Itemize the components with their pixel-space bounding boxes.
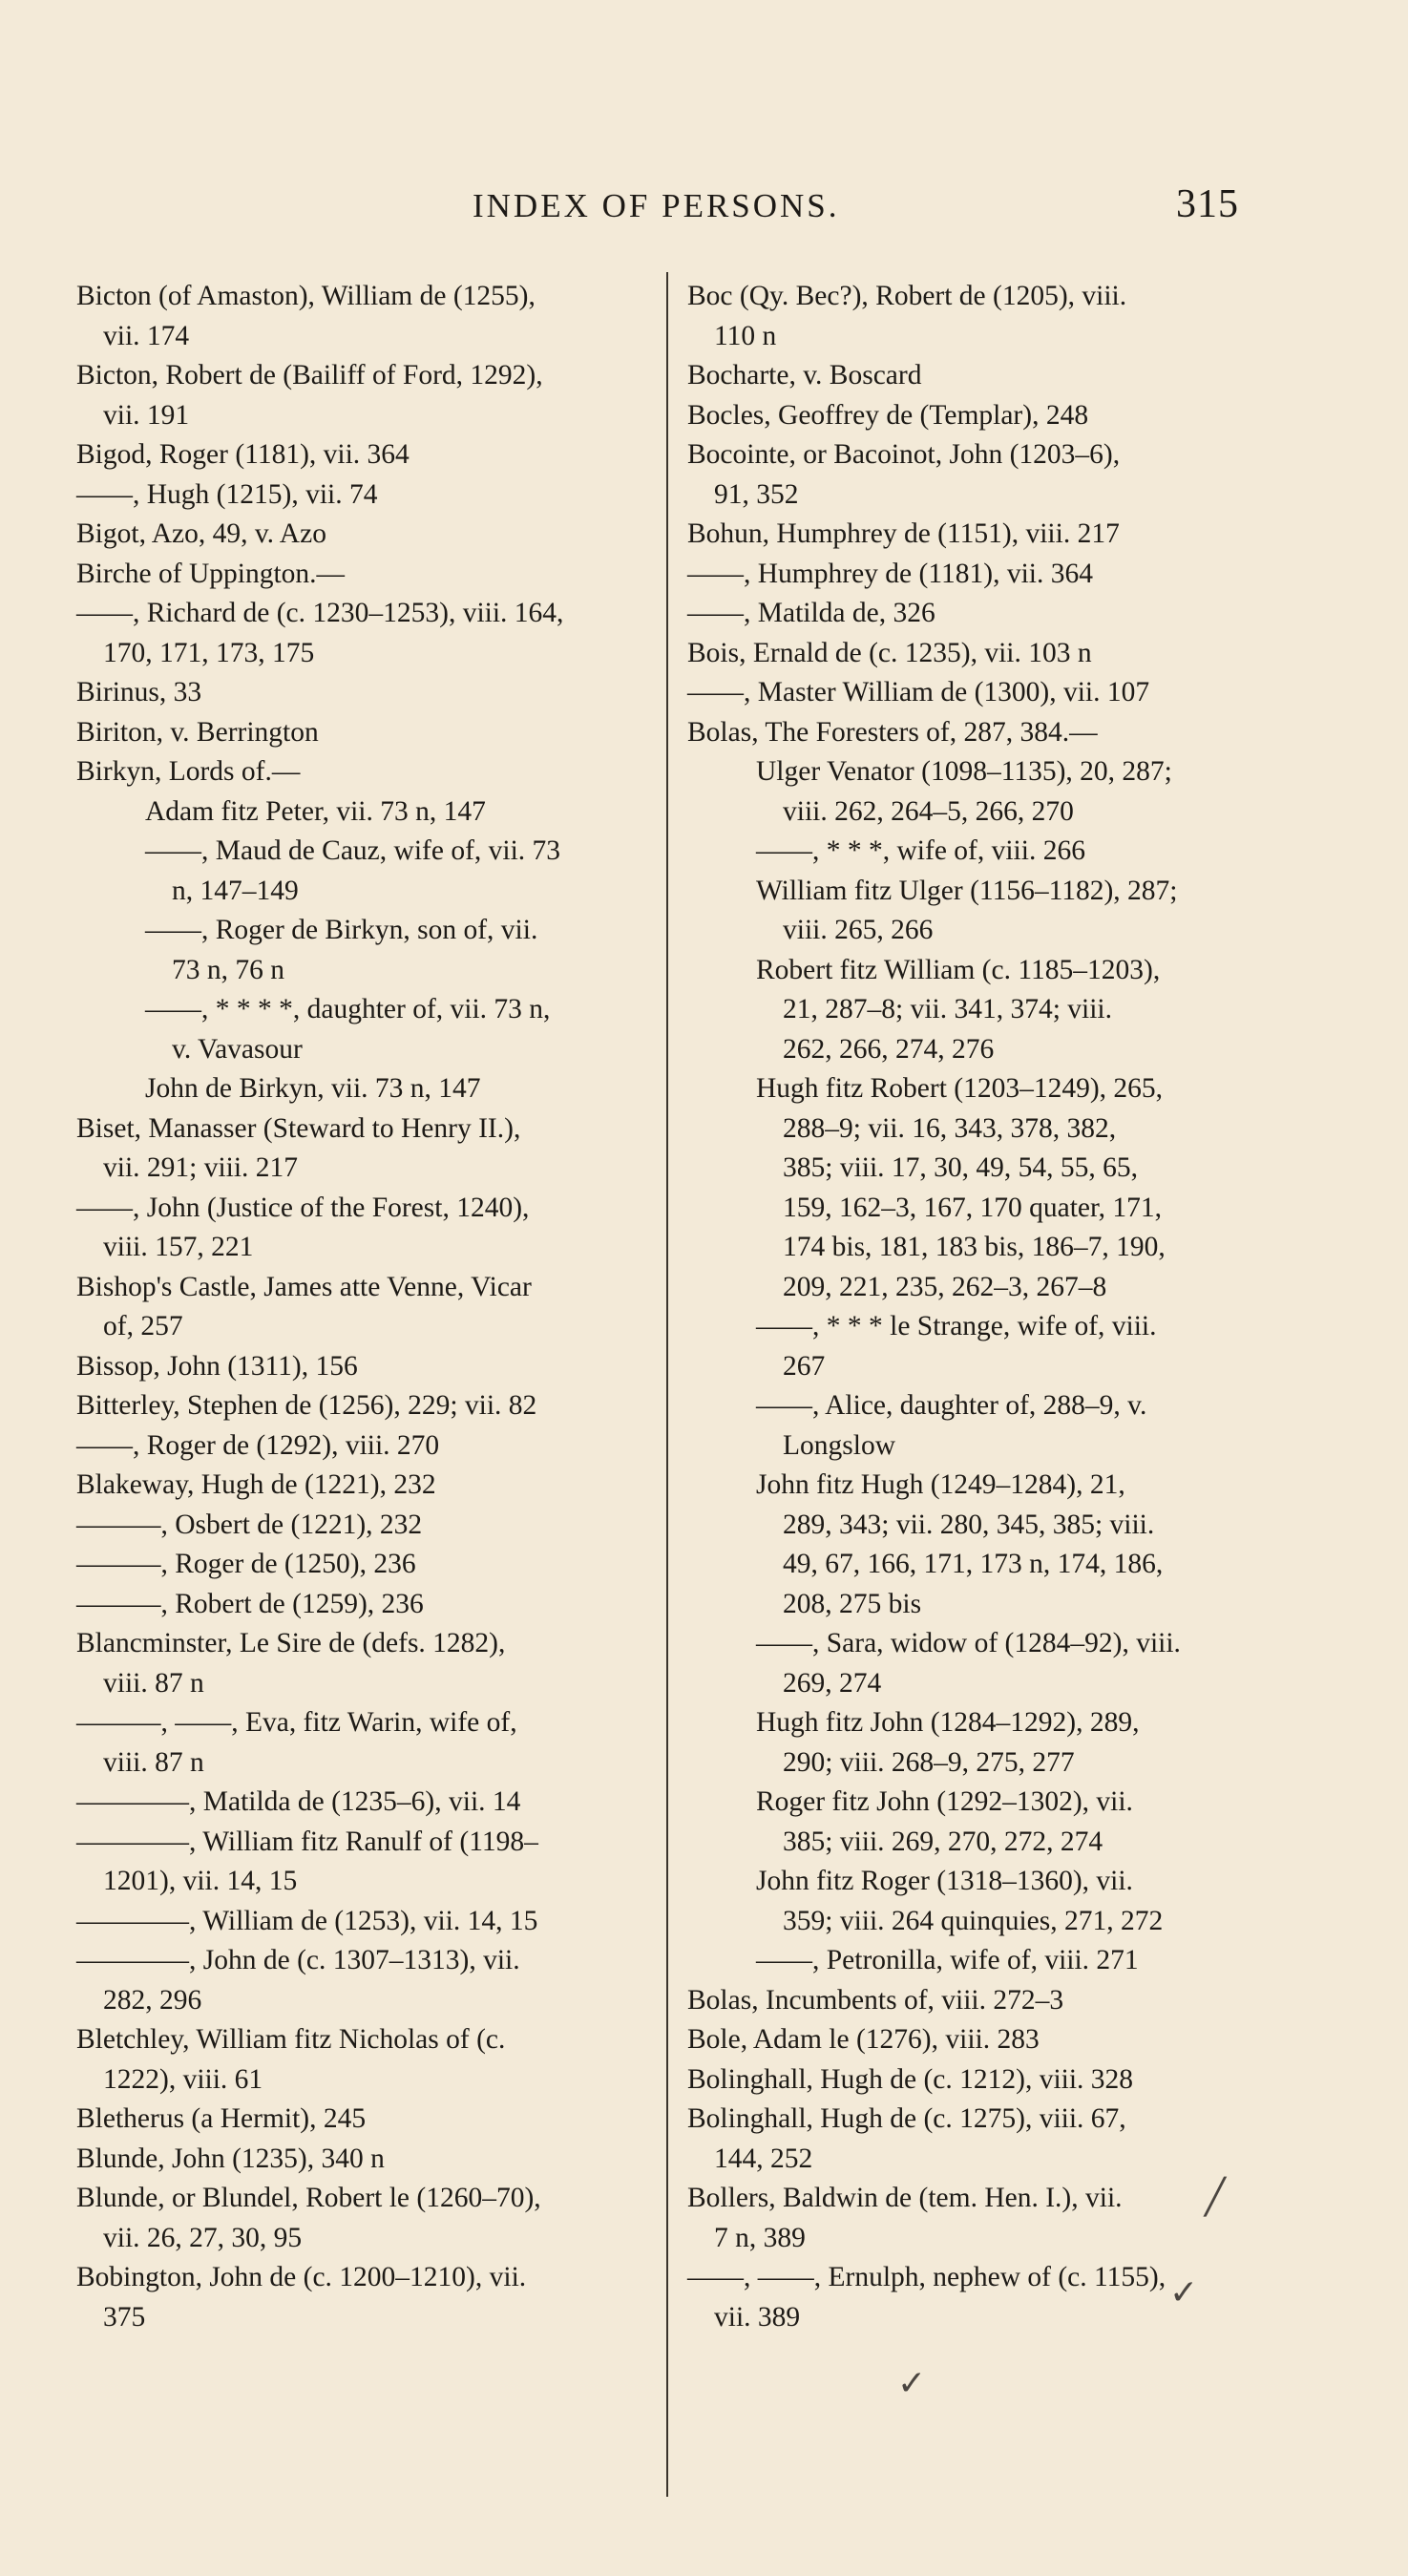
index-entry: [687, 1624, 1265, 1703]
index-entry: [76, 435, 649, 475]
index-entry-line: 290; viii. 268–9, 275, 277: [783, 1746, 1075, 1778]
index-entry: [687, 2179, 1265, 2258]
index-entry-line: Bohun, Humphrey de (1151), viii. 217: [687, 518, 1120, 549]
index-entry: [76, 1941, 649, 2020]
index-entry: [76, 673, 649, 713]
index-entry-line: ——, Roger de Birkyn, son of, vii.: [145, 915, 538, 945]
index-entry-line: Bigod, Roger (1181), vii. 364: [76, 439, 410, 470]
index-entry-line: ——, Richard de (c. 1230–1253), viii. 164,: [76, 598, 564, 628]
index-entry-line: ——, * * * *, daughter of, vii. 73 n,: [145, 994, 551, 1024]
index-entry-line: ——, Roger de (1292), viii. 270: [76, 1429, 440, 1461]
index-entry-line: 359; viii. 264 quinquies, 271, 272: [783, 1905, 1164, 1936]
index-entry: [76, 2100, 649, 2140]
index-column-left: [76, 277, 649, 2337]
index-entry-line: 91, 352: [714, 478, 799, 510]
index-entry-line: Bletherus (a Hermit), 245: [76, 2103, 367, 2134]
index-entry-line: 269, 274: [783, 1667, 882, 1699]
index-entry-line: 385; viii. 17, 30, 49, 54, 55, 65,: [783, 1152, 1139, 1183]
index-entry-line: Bocles, Geoffrey de (Templar), 248: [687, 399, 1089, 431]
index-entry: [76, 1347, 649, 1387]
index-entry: [687, 872, 1265, 951]
index-entry: [76, 515, 649, 555]
index-column-right: [687, 277, 1265, 2337]
index-entry-line: Bocointe, or Bacoinot, John (1203–6),: [687, 439, 1121, 470]
index-entry-line: Bicton (of Amaston), William de (1255),: [76, 281, 536, 311]
index-entry-line: 282, 296: [103, 1984, 202, 2016]
index-entry: [687, 2100, 1265, 2179]
index-entry: [687, 277, 1265, 356]
index-entry-line: 159, 162–3, 167, 170 quater, 171,: [783, 1192, 1163, 1223]
index-entry: [76, 1189, 649, 1268]
index-entry-line: ——, * * * le Strange, wife of, viii.: [756, 1311, 1157, 1341]
index-entry-line: ——, Petronilla, wife of, viii. 271: [756, 1945, 1139, 1975]
index-entry: [76, 1624, 649, 1703]
index-entry-line: of, 257: [103, 1311, 183, 1341]
index-entry: [76, 911, 649, 990]
index-entry-line: Blakeway, Hugh de (1221), 232: [76, 1469, 436, 1500]
index-entry-line: ————, William fitz Ranulf of (1198–: [76, 1826, 538, 1857]
index-entry-line: Hugh fitz John (1284–1292), 289,: [756, 1707, 1140, 1738]
index-entry: [76, 1783, 649, 1823]
index-entry-line: 385; viii. 269, 270, 272, 274: [783, 1826, 1103, 1857]
index-entry-line: Bocharte, v. Boscard: [687, 360, 922, 391]
index-entry-line: 209, 221, 235, 262–3, 267–8: [783, 1271, 1107, 1302]
page-header: [0, 182, 1408, 235]
index-entry-line: ——, ——, Ernulph, nephew of (c. 1155),: [687, 2262, 1166, 2292]
index-entry-line: Biriton, v. Berrington: [76, 716, 319, 748]
index-entry: [76, 475, 649, 516]
index-entry-line: John fitz Roger (1318–1360), vii.: [756, 1866, 1133, 1896]
index-entry: [687, 1307, 1265, 1386]
index-entry-line: John de Birkyn, vii. 73 n, 147: [145, 1073, 481, 1104]
index-entry-line: vii. 291; viii. 217: [103, 1152, 299, 1183]
index-entry-line: 73 n, 76 n: [172, 954, 284, 985]
index-entry-line: Bolas, Incumbents of, viii. 272–3: [687, 1984, 1064, 2016]
index-entry: [76, 752, 649, 792]
index-entry: [76, 832, 649, 911]
page-number: 315: [1176, 182, 1239, 226]
index-entry-line: 1201), vii. 14, 15: [103, 1866, 298, 1896]
index-entry: [76, 1703, 649, 1783]
index-entry: [687, 1466, 1265, 1624]
index-entry-line: ——, Maud de Cauz, wife of, vii. 73: [145, 835, 561, 866]
index-entry-line: Longslow: [783, 1429, 895, 1461]
index-entry: [76, 594, 649, 673]
index-entry-line: Biset, Manasser (Steward to Henry II.),: [76, 1112, 521, 1144]
index-entry: [687, 356, 1265, 396]
index-entry-line: ———, Robert de (1259), 236: [76, 1588, 424, 1619]
index-entry: [687, 752, 1265, 832]
index-entry-line: ——, Hugh (1215), vii. 74: [76, 478, 378, 510]
pencil-check-mark: ✓: [1169, 2273, 1199, 2312]
index-entry-line: ———, ——, Eva, fitz Warin, wife of,: [76, 1707, 517, 1738]
pencil-check-mark: ╱: [1205, 2178, 1226, 2216]
index-entry-line: viii. 265, 266: [783, 915, 934, 945]
index-entry-line: ——, Alice, daughter of, 288–9, v.: [756, 1390, 1147, 1421]
index-entry-line: Bobington, John de (c. 1200–1210), vii.: [76, 2262, 527, 2292]
index-entry: [687, 673, 1265, 713]
index-entry: [687, 1703, 1265, 1783]
index-entry-line: Bole, Adam le (1276), viii. 283: [687, 2024, 1040, 2055]
index-entry-line: Bletchley, William fitz Nicholas of (c.: [76, 2024, 506, 2055]
index-entry-line: Bolas, The Foresters of, 287, 384.—: [687, 716, 1098, 748]
index-entry-line: viii. 157, 221: [103, 1232, 254, 1262]
index-entry-line: Bicton, Robert de (Bailiff of Ford, 1292),: [76, 360, 543, 391]
index-entry-line: ——, Sara, widow of (1284–92), viii.: [756, 1628, 1181, 1658]
index-entry: [76, 792, 649, 833]
column-divider: [666, 272, 668, 2497]
index-entry-line: Boc (Qy. Bec?), Robert de (1205), viii.: [687, 281, 1127, 311]
index-entry-line: ————, John de (c. 1307–1313), vii.: [76, 1945, 520, 1975]
index-entry-line: ————, Matilda de (1235–6), vii. 14: [76, 1786, 521, 1817]
index-entry: [76, 2140, 649, 2180]
index-entry: [687, 634, 1265, 674]
index-entry-line: ——, John (Justice of the Forest, 1240),: [76, 1192, 530, 1223]
index-entry-line: ————, William de (1253), vii. 14, 15: [76, 1905, 538, 1936]
index-entry-line: Roger fitz John (1292–1302), vii.: [756, 1786, 1133, 1817]
index-entry: [76, 2179, 649, 2258]
index-entry-line: Blunde, John (1235), 340 n: [76, 2143, 385, 2174]
index-entry-line: 289, 343; vii. 280, 345, 385; viii.: [783, 1509, 1155, 1540]
index-entry-line: 170, 171, 173, 175: [103, 637, 315, 668]
index-entry: [76, 1268, 649, 1347]
index-entry-line: ——, * * *, wife of, viii. 266: [756, 835, 1085, 866]
index-entry: [687, 713, 1265, 753]
index-entry: [687, 1783, 1265, 1862]
index-entry: [687, 396, 1265, 436]
index-entry-line: 49, 67, 166, 171, 173 n, 174, 186,: [783, 1549, 1164, 1579]
index-entry: [687, 435, 1265, 515]
index-entry-line: viii. 87 n: [103, 1746, 204, 1778]
index-entry: [76, 1109, 649, 1189]
index-entry-line: ———, Osbert de (1221), 232: [76, 1509, 423, 1540]
index-entry-line: Bollers, Baldwin de (tem. Hen. I.), vii.: [687, 2183, 1123, 2213]
index-entry-line: 375: [103, 2301, 146, 2333]
index-entry: [687, 1941, 1265, 1981]
index-entry: [687, 951, 1265, 1070]
index-entry: [76, 1506, 649, 1546]
index-entry-line: viii. 262, 264–5, 266, 270: [783, 795, 1074, 827]
index-entry: [76, 1902, 649, 1942]
index-entry-line: 110 n: [714, 320, 777, 351]
index-entry-line: vii. 389: [714, 2301, 801, 2333]
index-entry-line: Blancminster, Le Sire de (defs. 1282),: [76, 1628, 506, 1658]
index-entry-line: Bitterley, Stephen de (1256), 229; vii. 82: [76, 1390, 537, 1421]
index-entry-line: 144, 252: [714, 2143, 813, 2174]
pencil-check-mark: ✓: [897, 2364, 927, 2402]
index-entry: [76, 1426, 649, 1467]
index-entry: [687, 1862, 1265, 1941]
index-entry-line: Ulger Venator (1098–1135), 20, 287;: [756, 756, 1172, 787]
index-entry-line: 288–9; vii. 16, 343, 378, 382,: [783, 1112, 1117, 1144]
index-entry: [687, 2060, 1265, 2101]
index-entry: [687, 594, 1265, 634]
index-entry: [76, 356, 649, 435]
index-entry-line: Bolinghall, Hugh de (c. 1212), viii. 328: [687, 2063, 1134, 2095]
index-entry: [687, 1386, 1265, 1466]
index-entry-line: 1222), viii. 61: [103, 2063, 263, 2095]
index-entry-line: n, 147–149: [172, 875, 299, 906]
index-entry-line: Birche of Uppington.—: [76, 558, 346, 589]
index-entry-line: vii. 191: [103, 399, 190, 431]
index-entry: [76, 1585, 649, 1625]
index-entry-line: ——, Matilda de, 326: [687, 598, 935, 628]
index-entry-line: Hugh fitz Robert (1203–1249), 265,: [756, 1073, 1164, 1104]
index-entry-line: Blunde, or Blundel, Robert le (1260–70),: [76, 2183, 541, 2213]
index-entry: [76, 1386, 649, 1426]
index-entry-line: vii. 174: [103, 320, 190, 351]
index-entry-line: viii. 87 n: [103, 1667, 204, 1699]
index-entry-line: 21, 287–8; vii. 341, 374; viii.: [783, 994, 1112, 1024]
index-entry: [76, 1823, 649, 1902]
running-head: INDEX OF PERSONS.: [473, 187, 840, 224]
index-entry-line: Bigot, Azo, 49, v. Azo: [76, 518, 326, 549]
index-entry-line: 267: [783, 1350, 826, 1382]
index-entry: [76, 277, 649, 356]
index-entry: [687, 555, 1265, 595]
index-entry-line: Bishop's Castle, James atte Venne, Vicar: [76, 1271, 532, 1302]
index-entry: [687, 832, 1265, 872]
index-entry-line: Bolinghall, Hugh de (c. 1275), viii. 67,: [687, 2103, 1126, 2134]
index-entry-line: 262, 266, 274, 276: [783, 1033, 995, 1065]
index-entry: [76, 713, 649, 753]
index-entry-line: vii. 26, 27, 30, 95: [103, 2222, 303, 2253]
index-entry: [687, 515, 1265, 555]
index-entry: [76, 1069, 649, 1109]
index-entry-line: 7 n, 389: [714, 2222, 806, 2253]
index-entry: [76, 2258, 649, 2337]
index-entry: [687, 2020, 1265, 2060]
index-entry-line: Bois, Ernald de (c. 1235), vii. 103 n: [687, 637, 1092, 668]
index-entry-line: 174 bis, 181, 183 bis, 186–7, 190,: [783, 1232, 1166, 1262]
index-entry-line: Adam fitz Peter, vii. 73 n, 147: [145, 795, 486, 827]
index-entry: [76, 1545, 649, 1585]
index-entry-line: ——, Master William de (1300), vii. 107: [687, 677, 1150, 707]
index-entry-line: William fitz Ulger (1156–1182), 287;: [756, 875, 1178, 906]
index-entry-line: Robert fitz William (c. 1185–1203),: [756, 954, 1161, 985]
index-entry: [76, 990, 649, 1069]
index-entry-line: ——, Humphrey de (1181), vii. 364: [687, 558, 1093, 589]
index-entry: [76, 1466, 649, 1506]
index-entry-line: ———, Roger de (1250), 236: [76, 1549, 416, 1579]
index-entry-line: Birkyn, Lords of.—: [76, 756, 301, 787]
index-entry: [687, 1069, 1265, 1307]
index-entry-line: 208, 275 bis: [783, 1588, 922, 1619]
index-entry: [76, 555, 649, 595]
index-entry-line: Bissop, John (1311), 156: [76, 1350, 358, 1382]
index-entry: [687, 1981, 1265, 2021]
index-entry-line: John fitz Hugh (1249–1284), 21,: [756, 1469, 1125, 1500]
index-entry: [76, 2020, 649, 2100]
index-entry-line: v. Vavasour: [172, 1033, 303, 1065]
index-entry-line: Birinus, 33: [76, 677, 202, 707]
